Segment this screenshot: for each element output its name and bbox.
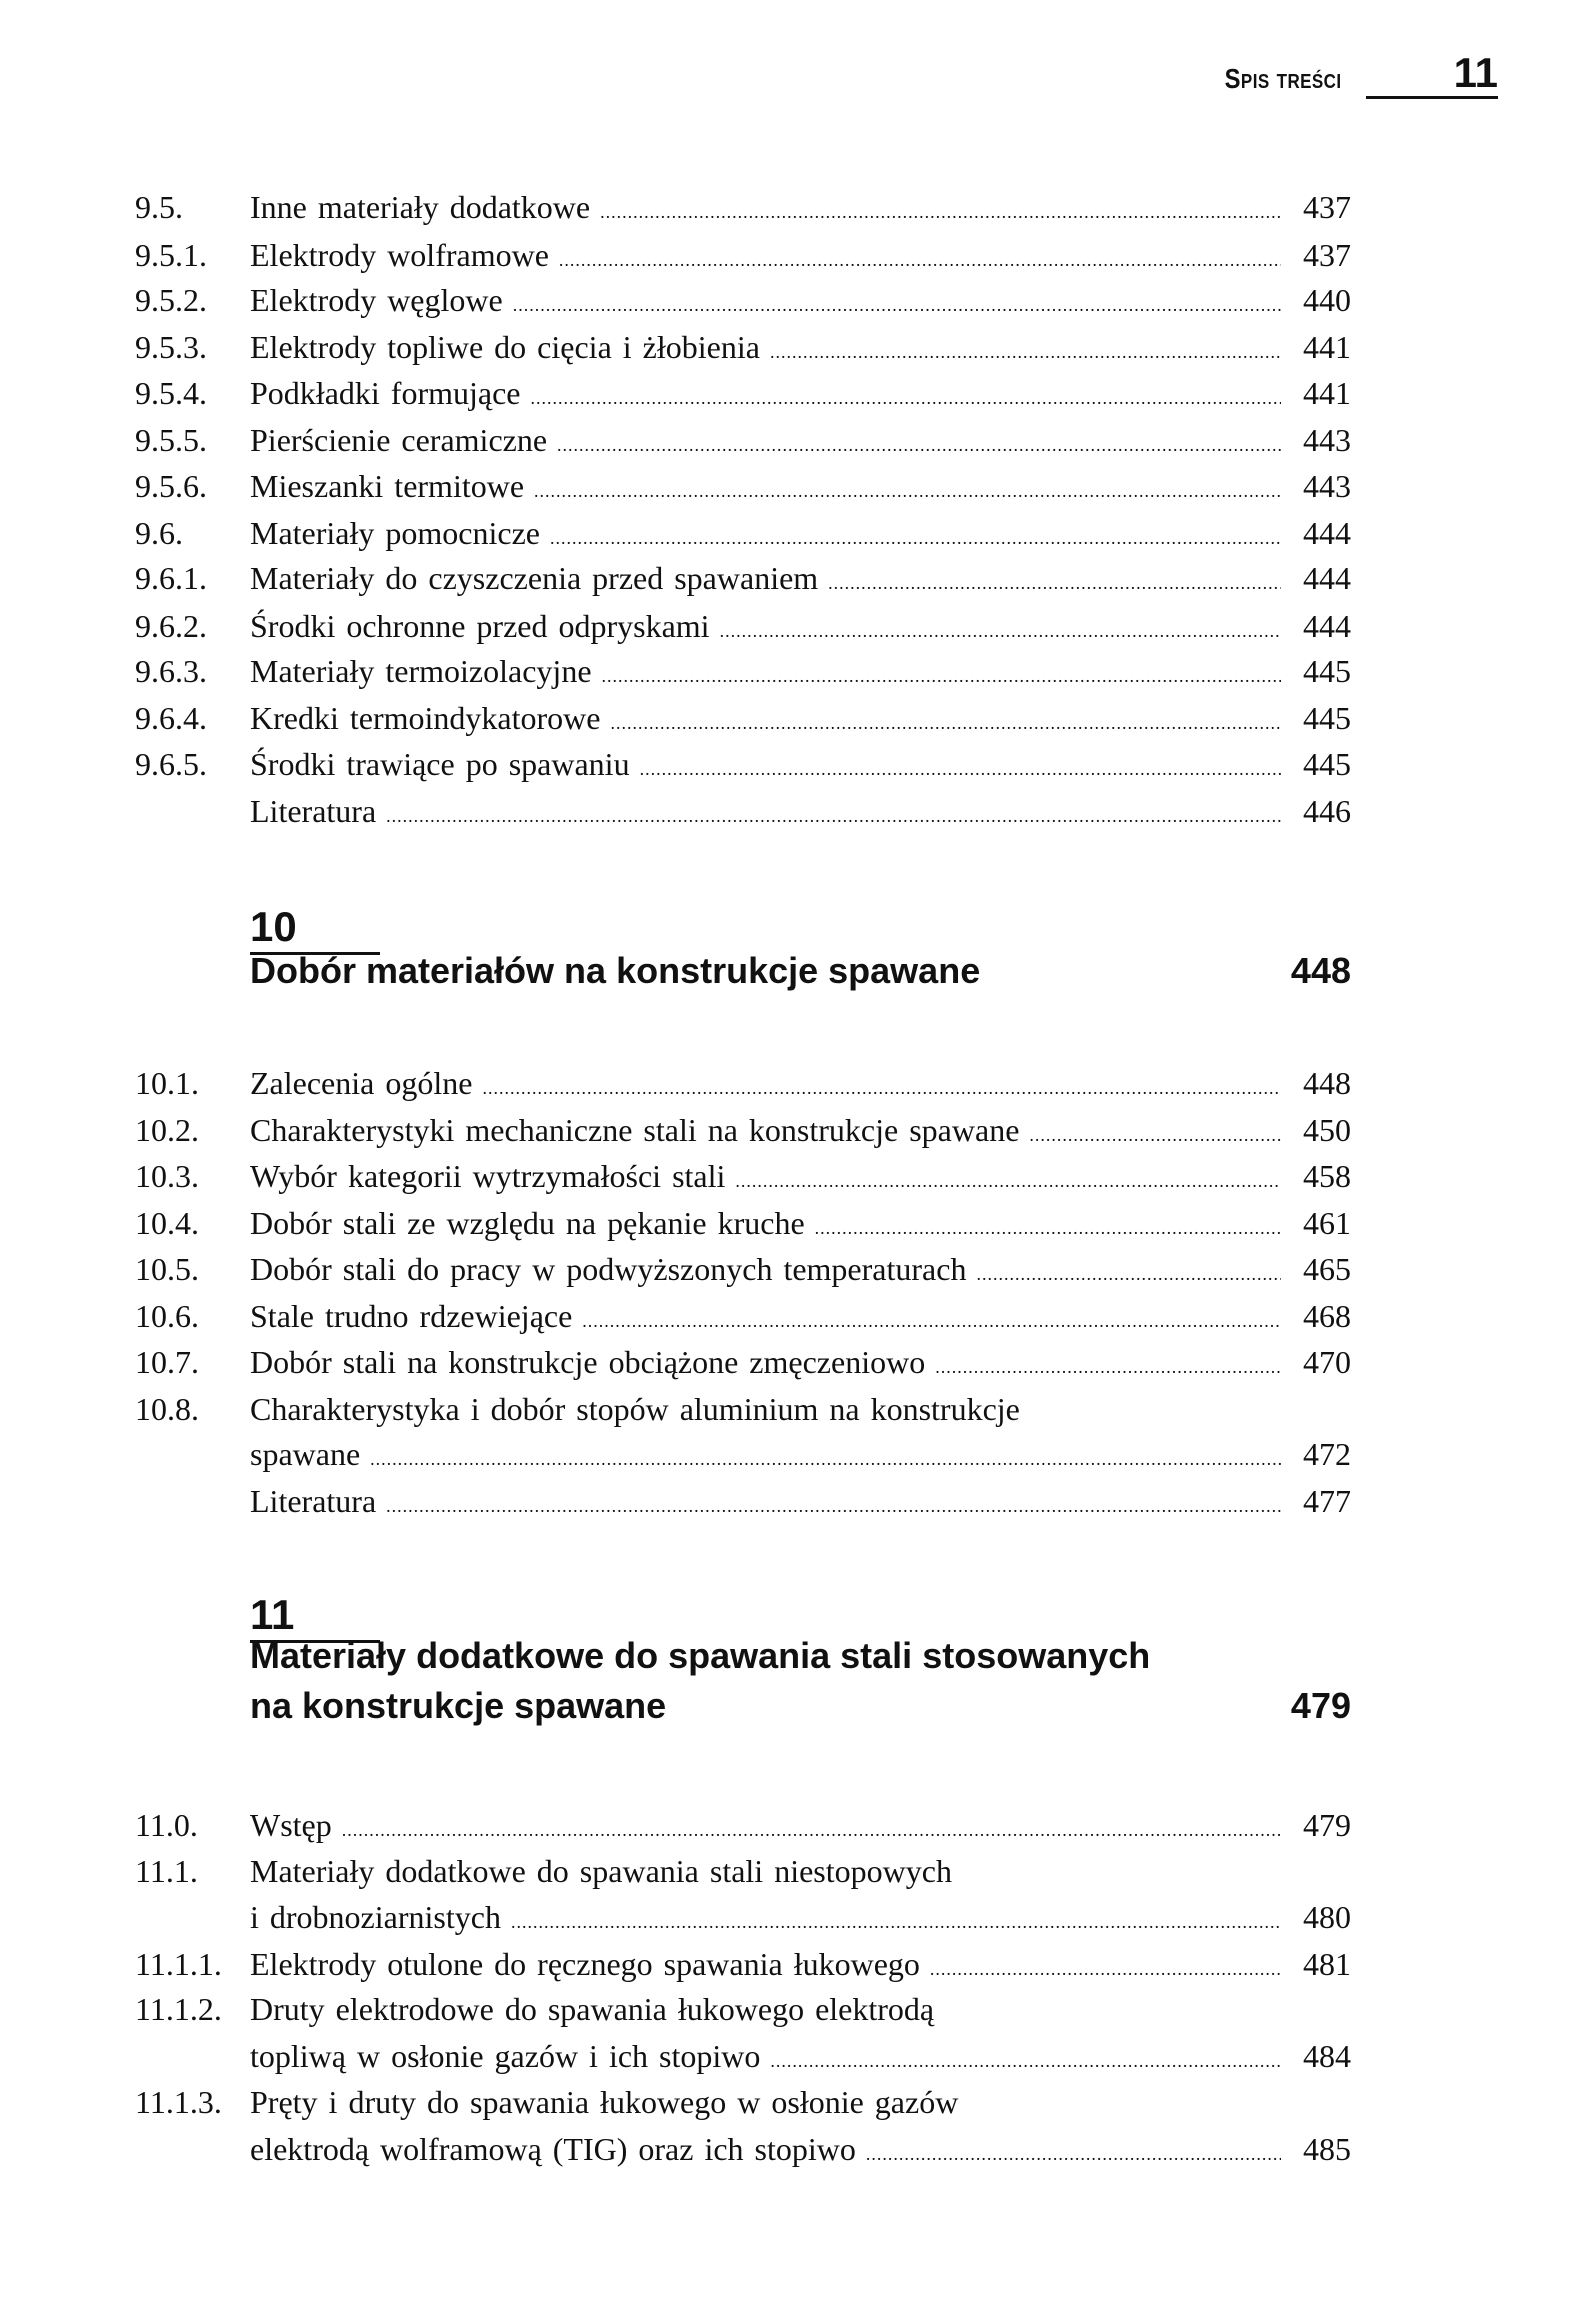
entry-page: 440	[1303, 282, 1351, 318]
entry-number: 11.1.2.	[135, 1991, 222, 2027]
toc-entry[interactable]	[135, 1481, 1351, 1521]
toc-entry[interactable]	[135, 791, 1351, 831]
entry-title: Materiały termoizolacyjne	[250, 653, 592, 689]
entry-title: Wybór kategorii wytrzymałości stali	[250, 1158, 726, 1194]
entry-title: spawane	[250, 1436, 361, 1472]
entry-number: 9.5.5.	[135, 422, 207, 458]
dot-leader	[582, 1301, 1281, 1341]
entry-title: Elektrody topliwe do cięcia i żłobienia	[250, 329, 760, 365]
entry-title: Literatura	[250, 1483, 377, 1519]
entry-number: 11.1.	[135, 1853, 198, 1889]
chapter-title: Dobór materiałów na konstrukcje spawane	[250, 950, 981, 991]
toc-entry[interactable]	[135, 698, 1351, 738]
toc-entry[interactable]	[135, 1296, 1351, 1336]
toc-entry[interactable]	[135, 1897, 1351, 1937]
entry-number: 10.6.	[135, 1298, 199, 1334]
entry-number: 11.0.	[135, 1807, 198, 1843]
entry-page: 465	[1303, 1251, 1351, 1287]
entry-page: 461	[1303, 1205, 1351, 1241]
entry-title: Zalecenia ogólne	[250, 1065, 473, 1101]
entry-number: 10.8.	[135, 1391, 199, 1427]
toc-entry[interactable]	[135, 1156, 1351, 1196]
entry-number: 11.1.3.	[135, 2084, 222, 2120]
chapter-title-line	[250, 947, 1351, 995]
toc-entry[interactable]	[135, 2036, 1351, 2076]
entry-page: 484	[1303, 2038, 1351, 2074]
entry-title: Literatura	[250, 793, 377, 829]
dot-leader	[640, 749, 1281, 789]
dot-leader	[976, 1254, 1281, 1294]
dot-leader	[610, 703, 1281, 743]
entry-page: 444	[1303, 515, 1351, 551]
toc-entry[interactable]	[135, 1989, 1351, 2029]
toc-entry[interactable]	[135, 280, 1351, 320]
chapter-number: 10	[250, 902, 380, 955]
dot-leader	[815, 1208, 1281, 1248]
entry-number: 9.6.5.	[135, 746, 207, 782]
entry-title: Wstęp	[250, 1807, 332, 1843]
entry-page: 444	[1303, 608, 1351, 644]
toc-entry[interactable]	[135, 513, 1351, 553]
toc-entry[interactable]	[135, 1389, 1351, 1429]
toc-entry[interactable]	[135, 744, 1351, 784]
entry-page: 470	[1303, 1344, 1351, 1380]
chapter-title-line	[250, 1682, 1351, 1730]
entry-page: 443	[1303, 468, 1351, 504]
entry-number: 9.6.3.	[135, 653, 207, 689]
dot-leader	[386, 796, 1281, 836]
chapter-page: 448	[1290, 950, 1351, 991]
entry-number: 9.5.	[135, 189, 183, 225]
entry-page: 477	[1303, 1483, 1351, 1519]
entry-number: 10.3.	[135, 1158, 199, 1194]
entry-page: 441	[1303, 329, 1351, 365]
entry-number: 9.5.4.	[135, 375, 207, 411]
entry-number: 9.5.6.	[135, 468, 207, 504]
entry-number: 9.5.1.	[135, 237, 207, 273]
toc-entry[interactable]	[135, 2082, 1351, 2122]
toc-entry[interactable]	[135, 1203, 1351, 1243]
entry-number: 10.5.	[135, 1251, 199, 1287]
chapter-title-line	[250, 1632, 1351, 1680]
dot-leader	[557, 425, 1281, 465]
entry-title: Dobór stali ze względu na pękanie kruche	[250, 1205, 805, 1241]
entry-page: 444	[1303, 560, 1351, 596]
entry-number: 11.1.1.	[135, 1946, 222, 1982]
toc-entry[interactable]	[135, 1851, 1351, 1891]
entry-page: 445	[1303, 700, 1351, 736]
toc-entry[interactable]	[135, 373, 1351, 413]
entry-page: 446	[1303, 793, 1351, 829]
entry-page: 458	[1303, 1158, 1351, 1194]
dot-leader	[370, 1439, 1281, 1479]
chapter-page: 479	[1290, 1685, 1351, 1726]
entry-number: 9.5.2.	[135, 282, 207, 318]
toc-entry[interactable]	[135, 606, 1351, 646]
entry-title: Materiały pomocnicze	[250, 515, 540, 551]
dot-leader	[770, 2041, 1281, 2081]
entry-title: Charakterystyka i dobór stopów aluminium na konstrukcje	[250, 1391, 1020, 1427]
dot-leader	[530, 378, 1281, 418]
entry-number: 10.1.	[135, 1065, 199, 1101]
dot-leader	[482, 1068, 1281, 1108]
entry-page: 468	[1303, 1298, 1351, 1334]
dot-leader	[720, 611, 1281, 651]
dot-leader	[511, 1902, 1281, 1942]
toc-entry[interactable]	[135, 1342, 1351, 1382]
entry-page: 437	[1303, 237, 1351, 273]
entry-title: i drobnoziarnistych	[250, 1899, 501, 1935]
entry-title: Pierścienie ceramiczne	[250, 422, 548, 458]
entry-page: 441	[1303, 375, 1351, 411]
entry-page: 481	[1303, 1946, 1351, 1982]
entry-number: 9.6.4.	[135, 700, 207, 736]
entry-title: Charakterystyki mechaniczne stali na konstrukcje spawane	[250, 1112, 1020, 1148]
entry-page: 443	[1303, 422, 1351, 458]
toc-entry[interactable]	[135, 558, 1351, 598]
dot-leader	[513, 285, 1281, 325]
toc-entry[interactable]	[135, 1434, 1351, 1474]
entry-title: Elektrody otulone do ręcznego spawania łukowego	[250, 1946, 920, 1982]
entry-title: Dobór stali na konstrukcje obciążone zmęczeniowo	[250, 1344, 926, 1380]
chapter-number: 11	[250, 1590, 380, 1643]
entry-title: Druty elektrodowe do spawania łukowego elektrodą	[250, 1991, 935, 2027]
dot-leader	[600, 192, 1281, 232]
entry-title: Elektrody węglowe	[250, 282, 503, 318]
dot-leader	[935, 1347, 1281, 1387]
toc-entry[interactable]	[135, 466, 1351, 506]
entry-page: 479	[1303, 1807, 1351, 1843]
entry-page: 445	[1303, 653, 1351, 689]
chapter-title: Materiały dodatkowe do spawania stali stosowanych	[250, 1635, 1151, 1676]
entry-number: 9.6.1.	[135, 560, 207, 596]
dot-leader	[770, 332, 1281, 372]
toc-entry[interactable]	[135, 187, 1351, 227]
entry-page: 448	[1303, 1065, 1351, 1101]
entry-title: Inne materiały dodatkowe	[250, 189, 591, 225]
entry-title: Środki ochronne przed odpryskami	[250, 608, 710, 644]
entry-title: elektrodą wolframową (TIG) oraz ich stopiwo	[250, 2131, 856, 2167]
entry-number: 9.5.3.	[135, 329, 207, 365]
entry-page: 437	[1303, 189, 1351, 225]
dot-leader	[550, 518, 1281, 558]
entry-title: Dobór stali do pracy w podwyższonych temperaturach	[250, 1251, 967, 1287]
entry-title: topliwą w osłonie gazów i ich stopiwo	[250, 2038, 761, 2074]
toc-entry[interactable]	[135, 1944, 1351, 1984]
entry-number: 10.2.	[135, 1112, 199, 1148]
entry-number: 10.4.	[135, 1205, 199, 1241]
entry-title: Kredki termoindykatorowe	[250, 700, 601, 736]
dot-leader	[1029, 1115, 1281, 1155]
entry-number: 10.7.	[135, 1344, 199, 1380]
entry-page: 450	[1303, 1112, 1351, 1148]
dot-leader	[866, 2134, 1281, 2174]
running-header-title: Spis treści	[1225, 63, 1342, 94]
entry-title: Stale trudno rdzewiejące	[250, 1298, 573, 1334]
toc-entry[interactable]	[135, 2129, 1351, 2169]
toc-entry[interactable]	[135, 1805, 1351, 1845]
dot-leader	[828, 563, 1281, 603]
entry-page: 485	[1303, 2131, 1351, 2167]
dot-leader	[386, 1486, 1281, 1526]
toc-entry[interactable]	[135, 1110, 1351, 1150]
dot-leader	[534, 471, 1281, 511]
dot-leader	[342, 1810, 1281, 1850]
entry-title: Środki trawiące po spawaniu	[250, 746, 630, 782]
entry-page: 472	[1303, 1436, 1351, 1472]
dot-leader	[602, 656, 1281, 696]
dot-leader	[559, 240, 1281, 280]
entry-number: 9.6.2.	[135, 608, 207, 644]
toc-entry[interactable]	[135, 420, 1351, 460]
entry-title: Elektrody wolframowe	[250, 237, 549, 273]
entry-page: 445	[1303, 746, 1351, 782]
running-header	[1204, 50, 1498, 99]
toc-entry[interactable]	[135, 651, 1351, 691]
chapter-title: na konstrukcje spawane	[250, 1685, 667, 1726]
dot-leader	[735, 1161, 1281, 1201]
entry-page: 480	[1303, 1899, 1351, 1935]
dot-leader	[930, 1949, 1281, 1989]
toc-entry[interactable]	[135, 235, 1351, 275]
page-number: 11	[1366, 50, 1498, 99]
entry-title: Mieszanki termitowe	[250, 468, 525, 504]
entry-title: Pręty i druty do spawania łukowego w osłonie gazów	[250, 2084, 959, 2120]
toc-entry[interactable]	[135, 1063, 1351, 1103]
toc-entry[interactable]	[135, 327, 1351, 367]
entry-number: 9.6.	[135, 515, 183, 551]
entry-title: Materiały dodatkowe do spawania stali niestopowych	[250, 1853, 952, 1889]
toc-entry[interactable]	[135, 1249, 1351, 1289]
entry-title: Materiały do czyszczenia przed spawaniem	[250, 560, 819, 596]
entry-title: Podkładki formujące	[250, 375, 521, 411]
